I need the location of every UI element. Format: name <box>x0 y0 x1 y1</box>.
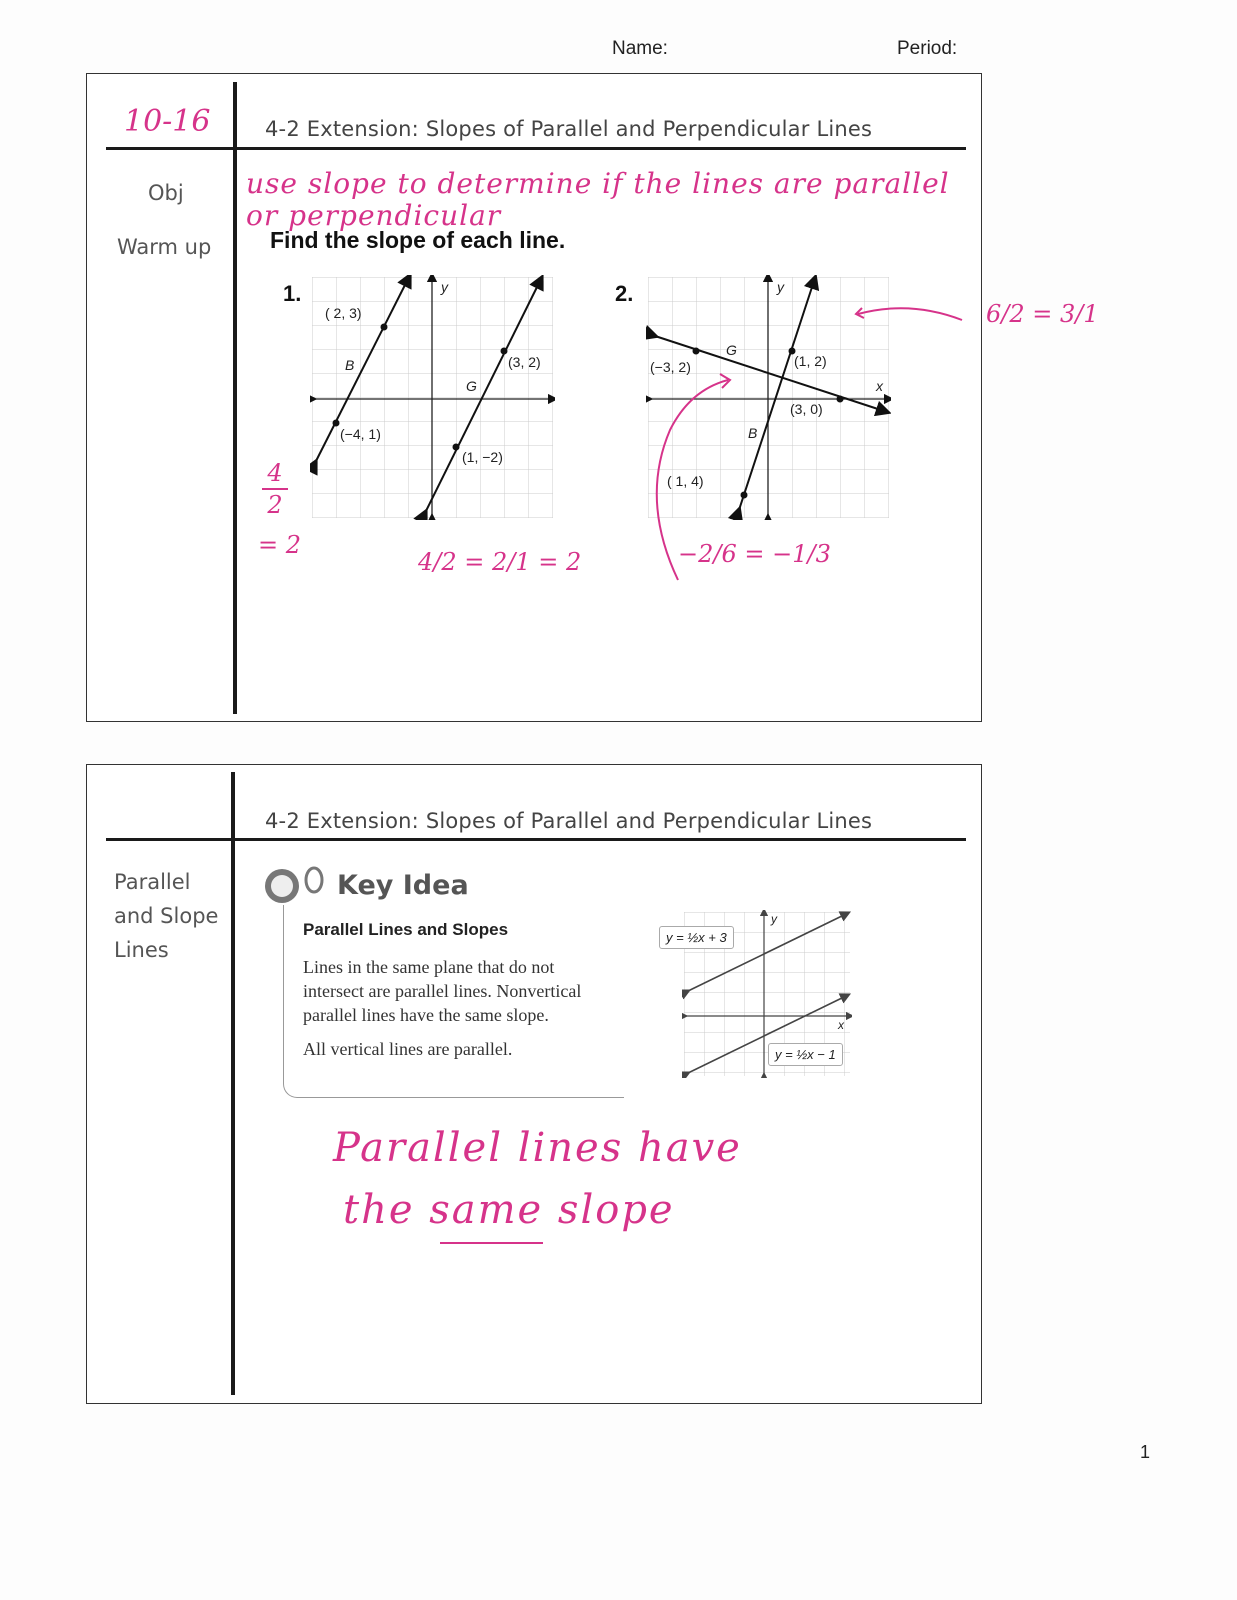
problem2-point-label-a: (−3, 2) <box>650 359 691 375</box>
problem1-point-b <box>333 420 340 427</box>
key-idea-line-3: parallel lines have the same slope. <box>303 1005 549 1025</box>
equation-lower: y = ½x − 1 <box>768 1043 843 1066</box>
problem1-note-fraction-bar <box>262 488 288 490</box>
problem2-line-label-b: B <box>748 425 758 441</box>
key-idea-title: Key Idea <box>337 870 469 901</box>
go-icon-o <box>306 868 322 892</box>
problem2-note-right: 6/2 = 3/1 <box>986 300 1099 328</box>
parallel-graph-axis-label: y <box>771 912 777 926</box>
instruction: Find the slope of each line. <box>270 227 566 253</box>
handwritten-line-1: Parallel lines have <box>333 1125 742 1171</box>
problem1-axis-label: y <box>441 279 448 295</box>
problem1-number: 1. <box>283 281 302 306</box>
key-idea-line-4: All vertical lines are parallel. <box>303 1039 513 1059</box>
problem1-point-label-d: (1, −2) <box>462 449 503 465</box>
problem1-point-label-b: (−4, 1) <box>340 426 381 442</box>
date-note: 10-16 <box>124 104 211 139</box>
problem1-note-left-result: = 2 <box>258 531 302 559</box>
problem2-point-label-c: (3, 0) <box>790 401 823 417</box>
handwritten-underline <box>440 1242 543 1244</box>
problem1-note-bottom: 4/2 = 2/1 = 2 <box>418 548 582 576</box>
parallel-graph-x-label: x <box>838 1018 844 1032</box>
key-idea-line-2: intersect are parallel lines. Nonvertical <box>303 981 582 1001</box>
problem2-point-label-d: ( 1, 4) <box>667 473 704 489</box>
problem1-point-label-a: ( 2, 3) <box>325 305 362 321</box>
panel2-divider-vertical <box>231 772 235 1395</box>
problem1-note-left-numerator: 4 <box>267 459 283 487</box>
panel1-divider-horizontal <box>106 147 966 150</box>
equation-upper: y = ½x + 3 <box>659 926 734 949</box>
panel1-title: 4-2 Extension: Slopes of Parallel and Perpendicular Lines <box>265 117 873 141</box>
problem1-line-label-b: B <box>345 357 355 373</box>
problem2-note-bottom: −2/6 = −1/3 <box>678 540 831 568</box>
problem1-line-label-g: G <box>466 378 477 394</box>
side-label-line-3: Lines <box>114 938 169 962</box>
problem1-point-d <box>453 444 460 451</box>
side-label-line-1: Parallel <box>114 870 191 894</box>
side-label-obj: Obj <box>148 181 184 205</box>
page-number: 1 <box>1140 1442 1151 1462</box>
key-idea-line-1: Lines in the same plane that do not <box>303 957 555 977</box>
objective-note: use slope to determine if the lines are parallel or perpendicular <box>246 167 950 232</box>
problem1-point-a <box>381 324 388 331</box>
handwritten-line-2: the same slope <box>343 1187 675 1233</box>
problem1-note-left-denominator: 2 <box>267 491 283 519</box>
problem2-axis-label-y: y <box>777 279 784 295</box>
period-label: Period: <box>897 38 958 59</box>
go-icon-inner <box>271 875 293 897</box>
panel1-divider-vertical <box>233 82 237 714</box>
side-label-line-2: and Slope <box>114 904 219 928</box>
key-idea-subtitle: Parallel Lines and Slopes <box>303 920 509 939</box>
problem2-line-label-g: G <box>726 342 737 358</box>
side-label-warmup: Warm up <box>117 235 212 259</box>
problem2-axis-label-x: x <box>876 378 883 394</box>
problem1-point-c <box>501 348 508 355</box>
problem1-point-label-c: (3, 2) <box>508 354 541 370</box>
panel2-divider-horizontal <box>106 838 966 841</box>
arrow-to-problem2-right <box>858 308 962 320</box>
problem2-number: 2. <box>615 281 634 306</box>
name-label: Name: <box>612 38 668 59</box>
go-icon <box>260 862 332 906</box>
problem2-point-label-b: (1, 2) <box>794 353 827 369</box>
panel2-title: 4-2 Extension: Slopes of Parallel and Perpendicular Lines <box>265 809 873 833</box>
